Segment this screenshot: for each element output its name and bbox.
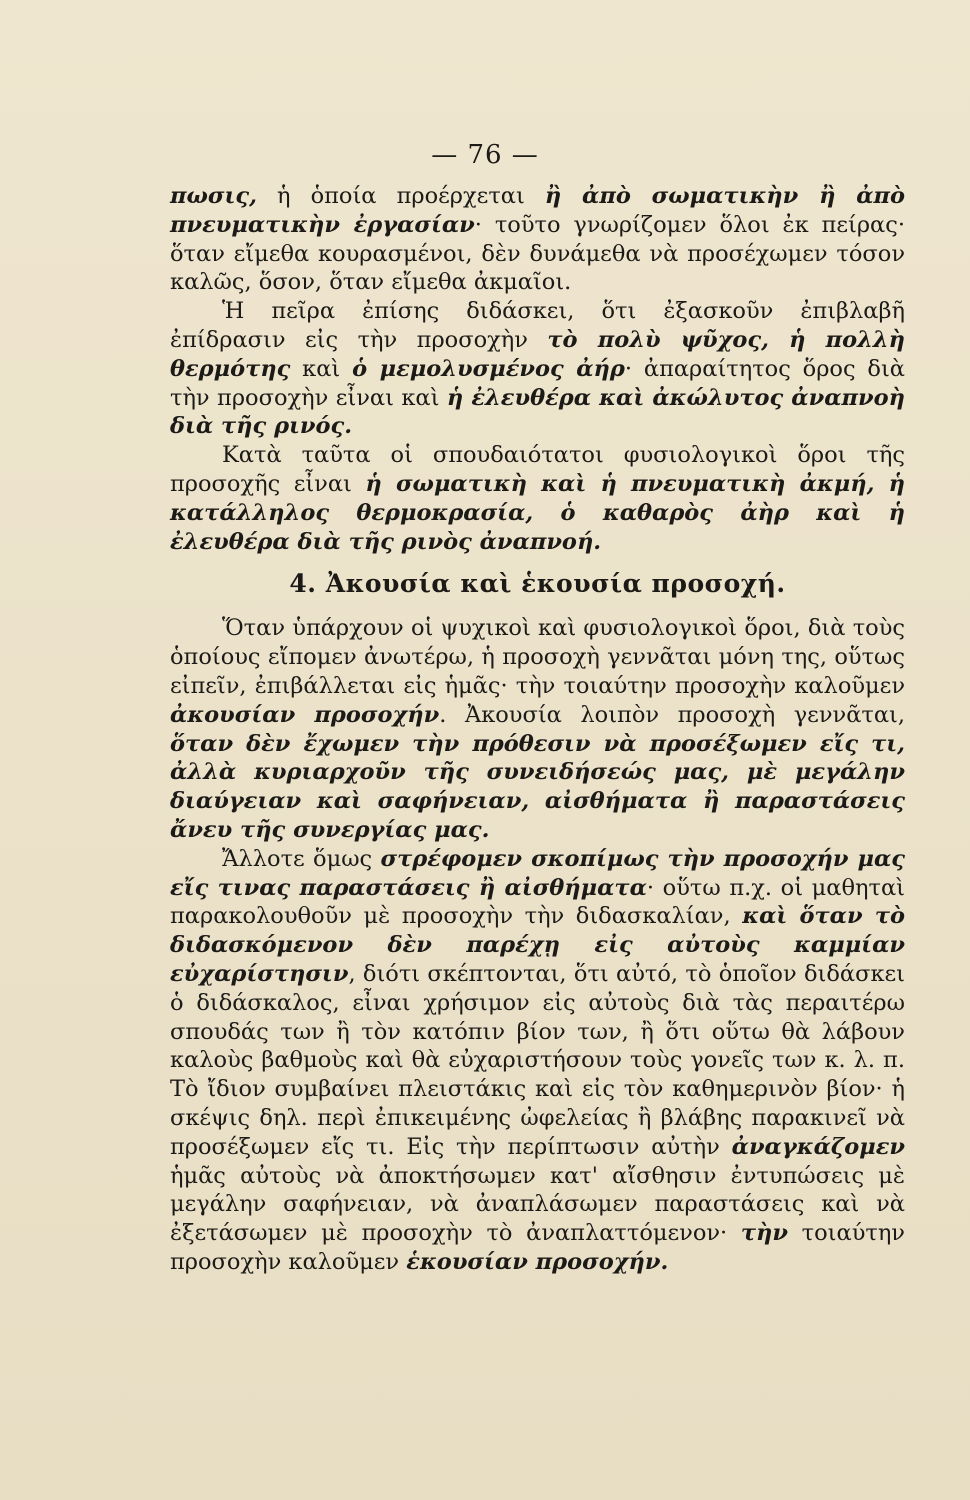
text-segment: ἡ σωματικὴ καὶ ἡ πνευματικὴ ἀκμή, ἡ κατάλληλος θερμοκρασία, ὁ καθαρὸς ἀὴρ καὶ ἡ ἐλευθέρα διὰ τῆς ρινὸς ἀναπνοή.	[170, 470, 905, 555]
text-segment: ὁ μεμολυσμένος ἀήρ	[352, 355, 625, 382]
text-segment: ἡ ἐλευθέρα καὶ ἀκώλυτος ἀναπνοὴ διὰ τῆς ρινός.	[170, 384, 905, 440]
page-number: — 76 —	[431, 140, 539, 170]
text-segment: . Ἀκουσία λοιπὸν προσοχὴ γεννᾶται,	[439, 701, 905, 728]
text-segment: τὴν	[740, 1220, 788, 1247]
text-segment: στρέφομεν σκοπίμως τὴν προσοχήν μας εἴς τινας παραστάσεις ἢ αἰσθήματα	[170, 845, 905, 901]
text-segment: τοιαύτην προσοχὴν καλοῦμεν	[170, 1220, 905, 1275]
paragraph-1	[170, 182, 905, 297]
text-segment: Κατὰ ταῦτα οἱ σπουδαιότατοι φυσιολογικοὶ ὅροι τῆς προσοχῆς εἶναι	[170, 442, 905, 497]
text-segment: Ἄλλοτε ὅμως	[222, 845, 381, 872]
text-segment: ἡ ὁποία προέρχεται	[256, 183, 545, 209]
paragraph-4	[170, 614, 905, 844]
text-segment: ἡμᾶς αὐτοὺς νὰ ἀποκτήσωμεν κατ' αἴσθησιν ἐντυπώσεις μὲ μεγάλην σαφήνειαν, νὰ ἀναπλάσωμεν παραστάσεις καὶ νὰ ἐξετάσωμεν μὲ προσοχὴν τὸ ἀναπλαττόμενον·	[170, 1162, 905, 1247]
text-segment: τὸ πολὺ ψῦχος, ἡ πολλὴ θερμότης	[170, 326, 905, 382]
text-segment: Ἡ πεῖρα ἐπίσης διδάσκει, ὅτι ἐξασκοῦν ἐπιβλαβῆ ἐπίδρασιν εἰς τὴν προσοχὴν	[170, 298, 905, 353]
text-segment: ἑκουσίαν προσοχήν.	[406, 1248, 669, 1275]
paragraph-2	[170, 297, 905, 441]
text-segment: ἀκουσίαν προσοχήν	[170, 701, 440, 728]
paragraph-5	[170, 845, 905, 1277]
text-segment: καὶ ὅταν τὸ διδασκόμενον δὲν παρέχῃ εἰς αὐτοὺς καμμίαν εὐχαρίστησιν	[170, 903, 905, 987]
text-segment: καὶ	[290, 355, 353, 382]
paragraph-3	[170, 441, 905, 556]
text-segment: · οὕτω π.χ. οἱ μαθηταὶ παρακολουθοῦν μὲ προσοχὴν τὴν διδασκαλίαν,	[170, 874, 905, 930]
text-segment: · ἀπαραίτητος ὅρος διὰ τὴν προσοχὴν εἶναι καὶ	[170, 355, 905, 411]
text-segment: Ὅταν ὑπάρχουν οἱ ψυχικοὶ καὶ φυσιολογικοὶ ὅροι, διὰ τοὺς ὁποίους εἴπομεν ἀνωτέρω, ἡ προσοχὴ γεννᾶται μόνη της, οὕτως εἰπεῖν, ἐπιβάλλεται εἰς ἡμᾶς· τὴν τοιαύτην προσοχὴν καλοῦμεν	[170, 615, 905, 699]
text-segment: ἢ ἀπὸ σωματικὴν ἢ ἀπὸ πνευματικὴν ἐργασίαν	[170, 183, 905, 238]
text-segment: πωσις,	[170, 183, 257, 209]
text-segment: , διότι σκέπτονται, ὅτι αὐτό, τὸ ὁποῖον διδάσκει ὁ διδάσκαλος, εἶναι χρήσιμον εἰς αὐτοὺς διὰ τὰς περαιτέρω σπουδάς των ἢ τὸν κατόπιν βίον των, ἢ ὅτι οὕτω θὰ λάβουν καλοὺς βαθμοὺς καὶ θὰ εὐχαριστήσουν τοὺς γονεῖς των κ. λ. π. Τὸ ἴδιον συμβαίνει πλειστάκις καὶ εἰς τὸν καθημερινὸν βίον· ἡ σκέψις δηλ. περὶ ἐπικειμένης ὠφελείας ἢ βλάβης παρακινεῖ νὰ προσέξωμεν εἴς τι. Εἰς τὴν περίπτωσιν αὐτὴν	[170, 960, 905, 1160]
body-text	[170, 182, 905, 1277]
section-heading: 4. Ἀκουσία καὶ ἑκουσία προσοχή.	[289, 569, 786, 599]
text-segment: · τοῦτο γνωρίζομεν ὅλοι ἐκ πείρας· ὅταν εἴμεθα κουρασμένοι, δὲν δυνάμεθα νὰ προσέχωμεν τόσον καλῶς, ὅσον, ὅταν εἴμεθα ἀκμαῖοι.	[170, 211, 905, 296]
text-segment: ὅταν δὲν ἔχωμεν τὴν πρόθεσιν νὰ προσέξωμεν εἴς τι, ἀλλὰ κυριαρχοῦν τῆς συνειδήσεώς μας, μὲ μεγάλην διαύγειαν καὶ σαφήνειαν, αἰσθήματα ἢ παραστάσεις ἄνευ τῆς συνεργίας μας.	[170, 730, 905, 843]
text-segment: ἀναγκάζομεν	[731, 1133, 905, 1160]
